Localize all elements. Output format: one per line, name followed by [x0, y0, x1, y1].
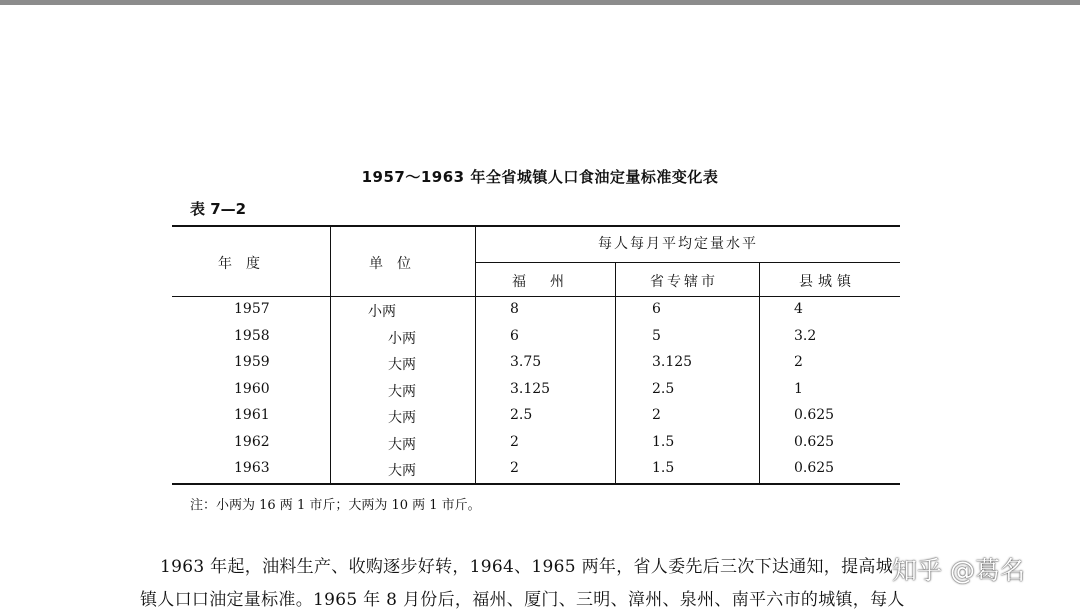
cell-fuzhou: 3.75	[510, 354, 542, 370]
cell-fuzhou: 2	[510, 460, 519, 476]
cell-unit: 小两	[368, 304, 396, 320]
col-rule-2	[475, 225, 476, 483]
table-note: 注：小两为 16 两 1 市斤；大两为 10 两 1 市斤。	[190, 498, 481, 513]
cell-year: 1960	[234, 380, 270, 397]
cell-county: 0.625	[794, 460, 835, 476]
watermark: 知乎 @葛名	[892, 556, 1025, 585]
cell-county: 1	[794, 380, 803, 397]
col-rule-1	[330, 225, 331, 483]
cell-city: 3.125	[652, 354, 693, 370]
header-group-rule	[475, 262, 900, 263]
col-rule-3	[615, 262, 616, 483]
cell-unit: 大两	[388, 463, 416, 479]
cell-fuzhou: 3.125	[510, 380, 551, 397]
cell-year: 1961	[234, 407, 270, 423]
cell-county: 0.625	[794, 407, 835, 423]
cell-city: 6	[652, 301, 661, 317]
body-line-1: 1963 年起，油料生产、收购逐步好转，1964、1965 两年，省人委先后三次下达通知，提高城	[160, 557, 893, 577]
cell-fuzhou: 2.5	[510, 407, 533, 423]
top-border	[0, 0, 1080, 5]
cell-city: 1.5	[652, 433, 675, 450]
header-year: 年度	[218, 256, 274, 272]
header-county: 县城镇	[799, 274, 856, 290]
cell-fuzhou: 6	[510, 327, 519, 344]
cell-city: 2.5	[652, 380, 675, 397]
cell-city: 5	[652, 327, 661, 344]
cell-city: 1.5	[652, 460, 675, 476]
table-bottom-rule	[172, 483, 900, 485]
body-line-2: 镇人口口油定量标准。1965 年 8 月份后，福州、厦门、三明、漳州、泉州、南平六市的城镇，每人	[140, 590, 905, 610]
cell-year: 1958	[234, 327, 270, 344]
cell-year: 1959	[234, 354, 270, 370]
header-fuzhou: 福州	[512, 274, 588, 290]
cell-unit: 大两	[388, 436, 416, 453]
cell-county: 2	[794, 354, 803, 370]
cell-county: 4	[794, 301, 803, 317]
cell-year: 1963	[234, 460, 270, 476]
cell-unit: 大两	[388, 357, 416, 373]
cell-fuzhou: 2	[510, 433, 519, 450]
table-top-rule	[172, 225, 900, 227]
header-unit: 单位	[369, 256, 425, 272]
cell-year: 1962	[234, 433, 270, 450]
cell-unit: 大两	[388, 410, 416, 426]
cell-year: 1957	[234, 301, 270, 317]
header-bottom-rule	[172, 296, 900, 297]
cell-county: 0.625	[794, 433, 835, 450]
data-table	[172, 225, 900, 485]
cell-county: 3.2	[794, 327, 817, 344]
cell-unit: 小两	[388, 330, 416, 347]
header-city: 省专辖市	[650, 274, 718, 290]
cell-city: 2	[652, 407, 661, 423]
cell-fuzhou: 8	[510, 301, 519, 317]
table-title: 1957～1963 年全省城镇人口食油定量标准变化表	[361, 168, 719, 186]
col-rule-4	[759, 262, 760, 483]
cell-unit: 大两	[388, 383, 416, 400]
table-number: 表 7—2	[190, 200, 247, 218]
header-group: 每人每月平均定量水平	[598, 236, 758, 252]
